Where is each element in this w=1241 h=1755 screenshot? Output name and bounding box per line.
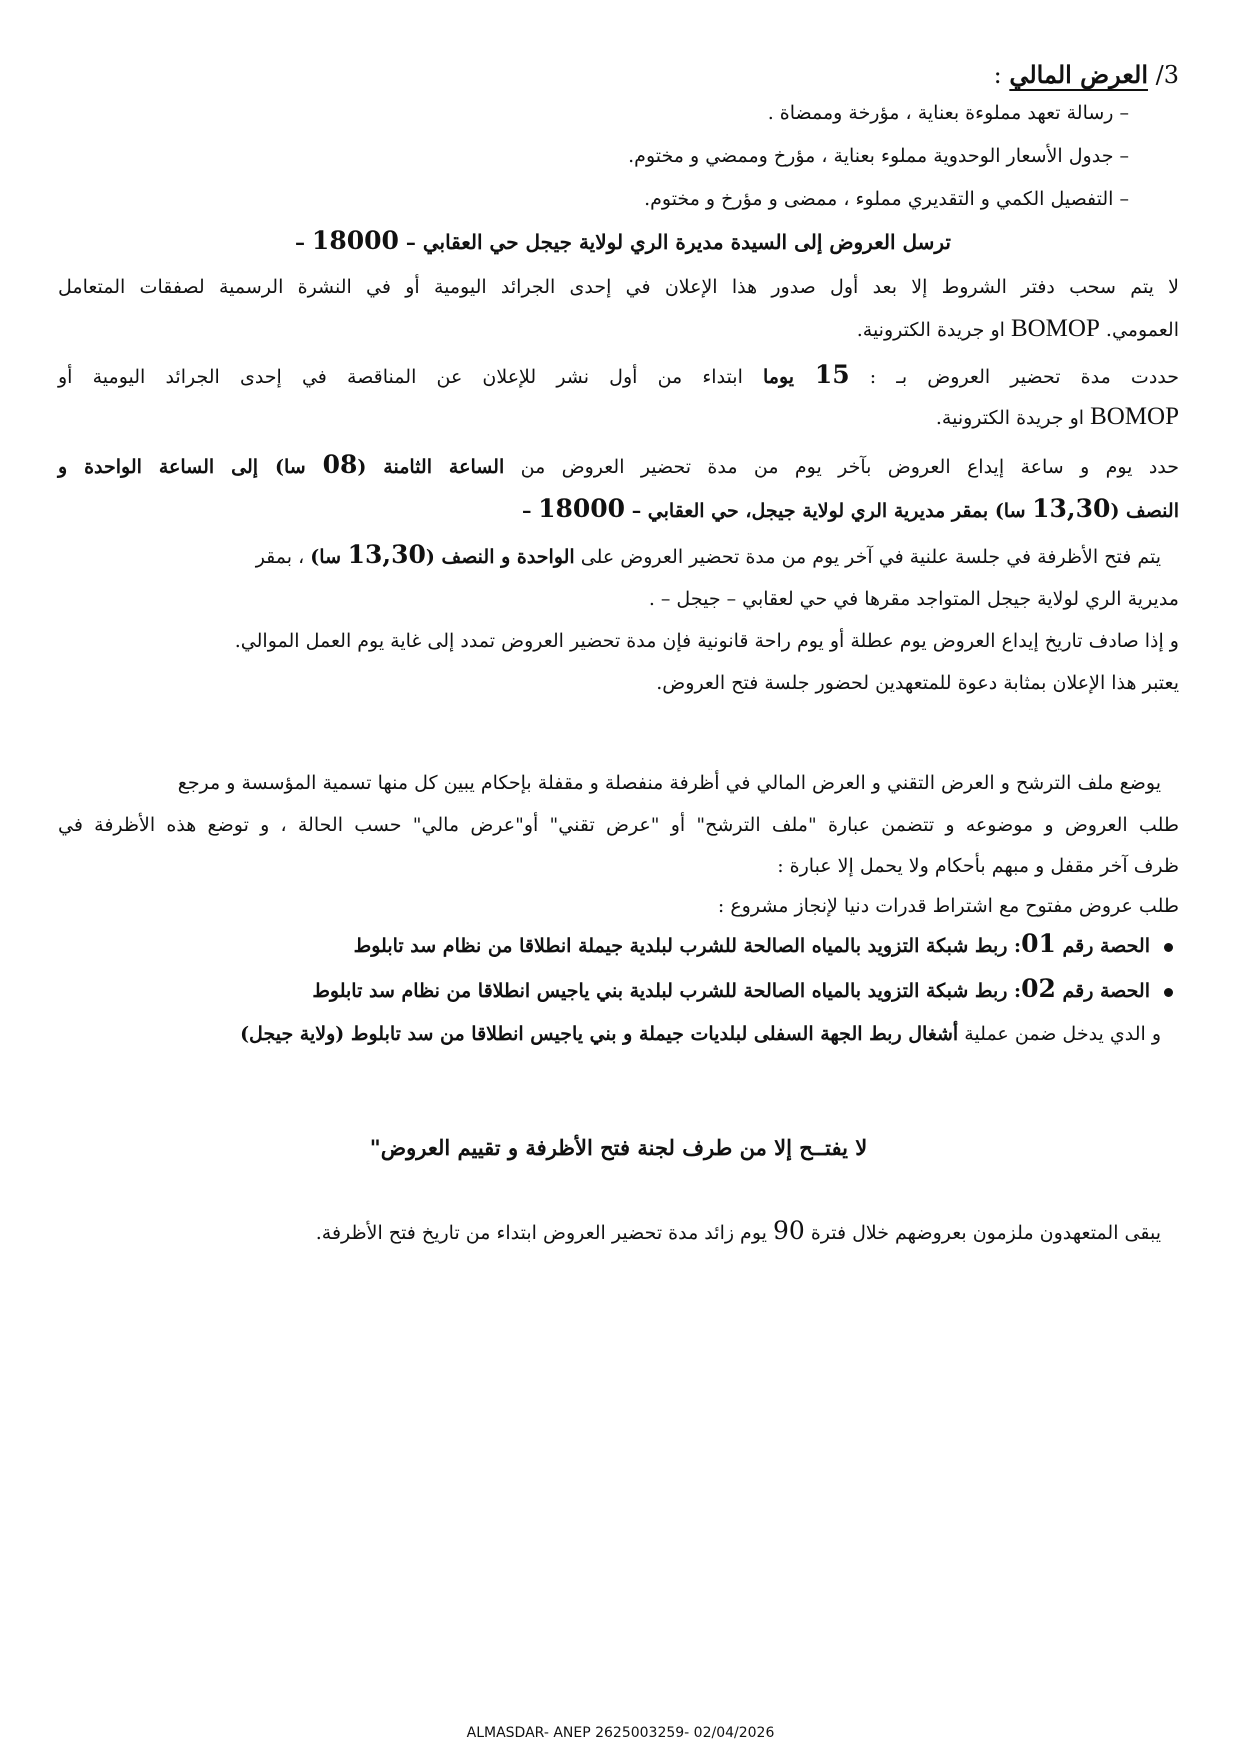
deposit-text-d: النصف ( xyxy=(1110,500,1179,522)
deposit-text-c: سا) إلى الساعة الواحدة و xyxy=(58,456,323,478)
lot-label: الحصة رقم xyxy=(1055,935,1150,957)
deposit-line-2 xyxy=(58,496,1179,524)
deposit-text-a: حدد يوم و ساعة إيداع العروض بآخر يوم من مدة تحضير العروض من xyxy=(504,456,1179,478)
opening-notice: لا يفتــح إلا من طرف لجنة فتح الأظرفة و تقييم العروض" xyxy=(369,1135,868,1160)
envelopes-line-3: ظرف آخر مقفل و مبهم بأحكام ولا يحمل إلا عبارة : xyxy=(777,855,1179,877)
operation-line xyxy=(58,1021,1161,1047)
validity-days: 90 xyxy=(772,1216,805,1245)
opening-line-2: مديرية الري لولاية جيجل المتواجد مقرها في حي لعقابي – جيجل – . xyxy=(648,588,1179,610)
financial-item: – رسالة تعهد مملوءة بعناية ، مؤرخة وممضاة . xyxy=(767,102,1129,124)
opening-text-d: ، بمقر xyxy=(255,546,311,568)
send-to-line xyxy=(58,228,951,255)
opening-time: 13,30 xyxy=(347,540,426,569)
financial-item: – جدول الأسعار الوحدوية مملوء بعناية ، مؤرخ وممضي و مختوم. xyxy=(628,145,1129,167)
withdrawal-line-2 xyxy=(58,316,1179,343)
bullet-icon xyxy=(1164,988,1173,997)
opening-text-b: الواحدة و النصف ( xyxy=(425,546,575,568)
withdrawal-text-b: او جريدة الكترونية. xyxy=(856,319,1011,341)
holiday-clause: و إذا صادف تاريخ إيداع العروض يوم عطلة أو يوم راحة قانونية فإن مدة تحضير العروض تمدد إلى غاية يوم العمل الموالي. xyxy=(234,630,1179,652)
deposit-line-1 xyxy=(58,452,1179,480)
duration-line-2 xyxy=(58,404,1179,431)
financial-item: – التفصيل الكمي و التقديري مملوء ، ممضى و مؤرخ و مختوم. xyxy=(644,188,1129,210)
send-to-text: ترسل العروض إلى السيدة مديرة الري لولاية جيجل حي العقابي – xyxy=(398,230,951,254)
envelopes-line-4: طلب عروض مفتوح مع اشتراط قدرات دنيا لإنجاز مشروع : xyxy=(717,895,1179,917)
opening-line-1 xyxy=(58,542,1161,570)
opening-text-a: يتم فتح الأظرفة في جلسة علنية في آخر يوم من مدة تحضير العروض على xyxy=(574,546,1161,568)
lot-text: : ربط شبكة التزويد بالمياه الصالحة للشرب لبلدية بني ياجيس انطلاقا من نظام سد تابلوط xyxy=(312,980,1022,1002)
lot-item xyxy=(58,931,1173,959)
duration-text-a: حددت مدة تحضير العروض بـ : xyxy=(849,366,1179,388)
send-to-end: – xyxy=(294,230,312,254)
duration-line-1 xyxy=(58,362,1179,390)
postal-code: 18000 xyxy=(538,494,626,523)
deposit-time-end: 13,30 xyxy=(1032,494,1111,523)
lot-number: 01 xyxy=(1021,929,1056,958)
bullet-icon xyxy=(1164,943,1173,952)
withdrawal-text-a: العمومي. xyxy=(1099,319,1179,341)
lot-label: الحصة رقم xyxy=(1055,980,1150,1002)
section-number: 3/ xyxy=(1155,61,1179,89)
invitation-clause: يعتبر هذا الإعلان بمثابة دعوة للمتعهدين لحضور جلسة فتح العروض. xyxy=(656,672,1179,694)
validity-text-a: يبقى المتعهدون ملزمون بعروضهم خلال فترة xyxy=(804,1222,1161,1244)
deposit-text-b: الساعة الثامنة ( xyxy=(357,456,505,478)
opening-text-c: سا) xyxy=(310,546,348,568)
footer-reference: ALMASDAR- ANEP 2625003259- 02/04/2026 xyxy=(466,1725,775,1741)
section-title-suffix: : xyxy=(993,61,1010,89)
duration-text-b: ابتداء من أول نشر للإعلان عن المناقصة في إحدى الجرائد اليومية أو xyxy=(58,366,764,388)
envelopes-line-2: طلب العروض و موضوعه و تتضمن عبارة "ملف الترشح" أو "عرض تقني" أو"عرض مالي" حسب الحالة ، و توضع هذه الأظرفة في xyxy=(58,814,1179,836)
bomop-label: BOMOP xyxy=(1010,315,1100,342)
lot-item xyxy=(58,976,1173,1004)
validity-text-b: يوم زائد مدة تحضير العروض ابتداء من تاريخ فتح الأظرفة. xyxy=(315,1222,773,1244)
validity-clause xyxy=(58,1218,1161,1246)
section-heading xyxy=(58,62,1179,88)
withdrawal-line-1: لا يتم سحب دفتر الشروط إلا بعد أول صدور هذا الإعلان في إحدى الجرائد اليومية أو في النشرة الرسمية لصفقات المتعامل xyxy=(58,276,1179,298)
duration-days-word: يوما xyxy=(763,366,815,388)
operation-prefix: و الدي يدخل ضمن عملية xyxy=(958,1023,1161,1045)
section-title: العرض المالي xyxy=(1009,60,1148,89)
duration-text-c: او جريدة الكترونية. xyxy=(935,407,1091,429)
operation-title: أشغال ربط الجهة السفلى لبلديات جيملة و بني ياجيس انطلاقا من سد تابلوط (ولاية جيجل) xyxy=(240,1023,959,1045)
duration-days: 15 xyxy=(814,360,850,389)
deposit-text-e: سا) بمقر مديرية الري لولاية جيجل، حي العقابي – xyxy=(625,500,1033,522)
deposit-text-end: – xyxy=(521,500,539,522)
lot-text: : ربط شبكة التزويد بالمياه الصالحة للشرب لبلدية جيملة انطلاقا من نظام سد تابلوط xyxy=(353,935,1022,957)
envelopes-line-1: يوضع ملف الترشح و العرض التقني و العرض المالي في أظرفة منفصلة و مقفلة بإحكام يبين كل منها تسمية المؤسسة و مرجع xyxy=(177,772,1161,794)
postal-code: 18000 xyxy=(311,226,399,255)
bomop-label: BOMOP xyxy=(1090,403,1179,430)
lot-number: 02 xyxy=(1021,974,1056,1003)
deposit-time-start: 08 xyxy=(322,450,358,479)
